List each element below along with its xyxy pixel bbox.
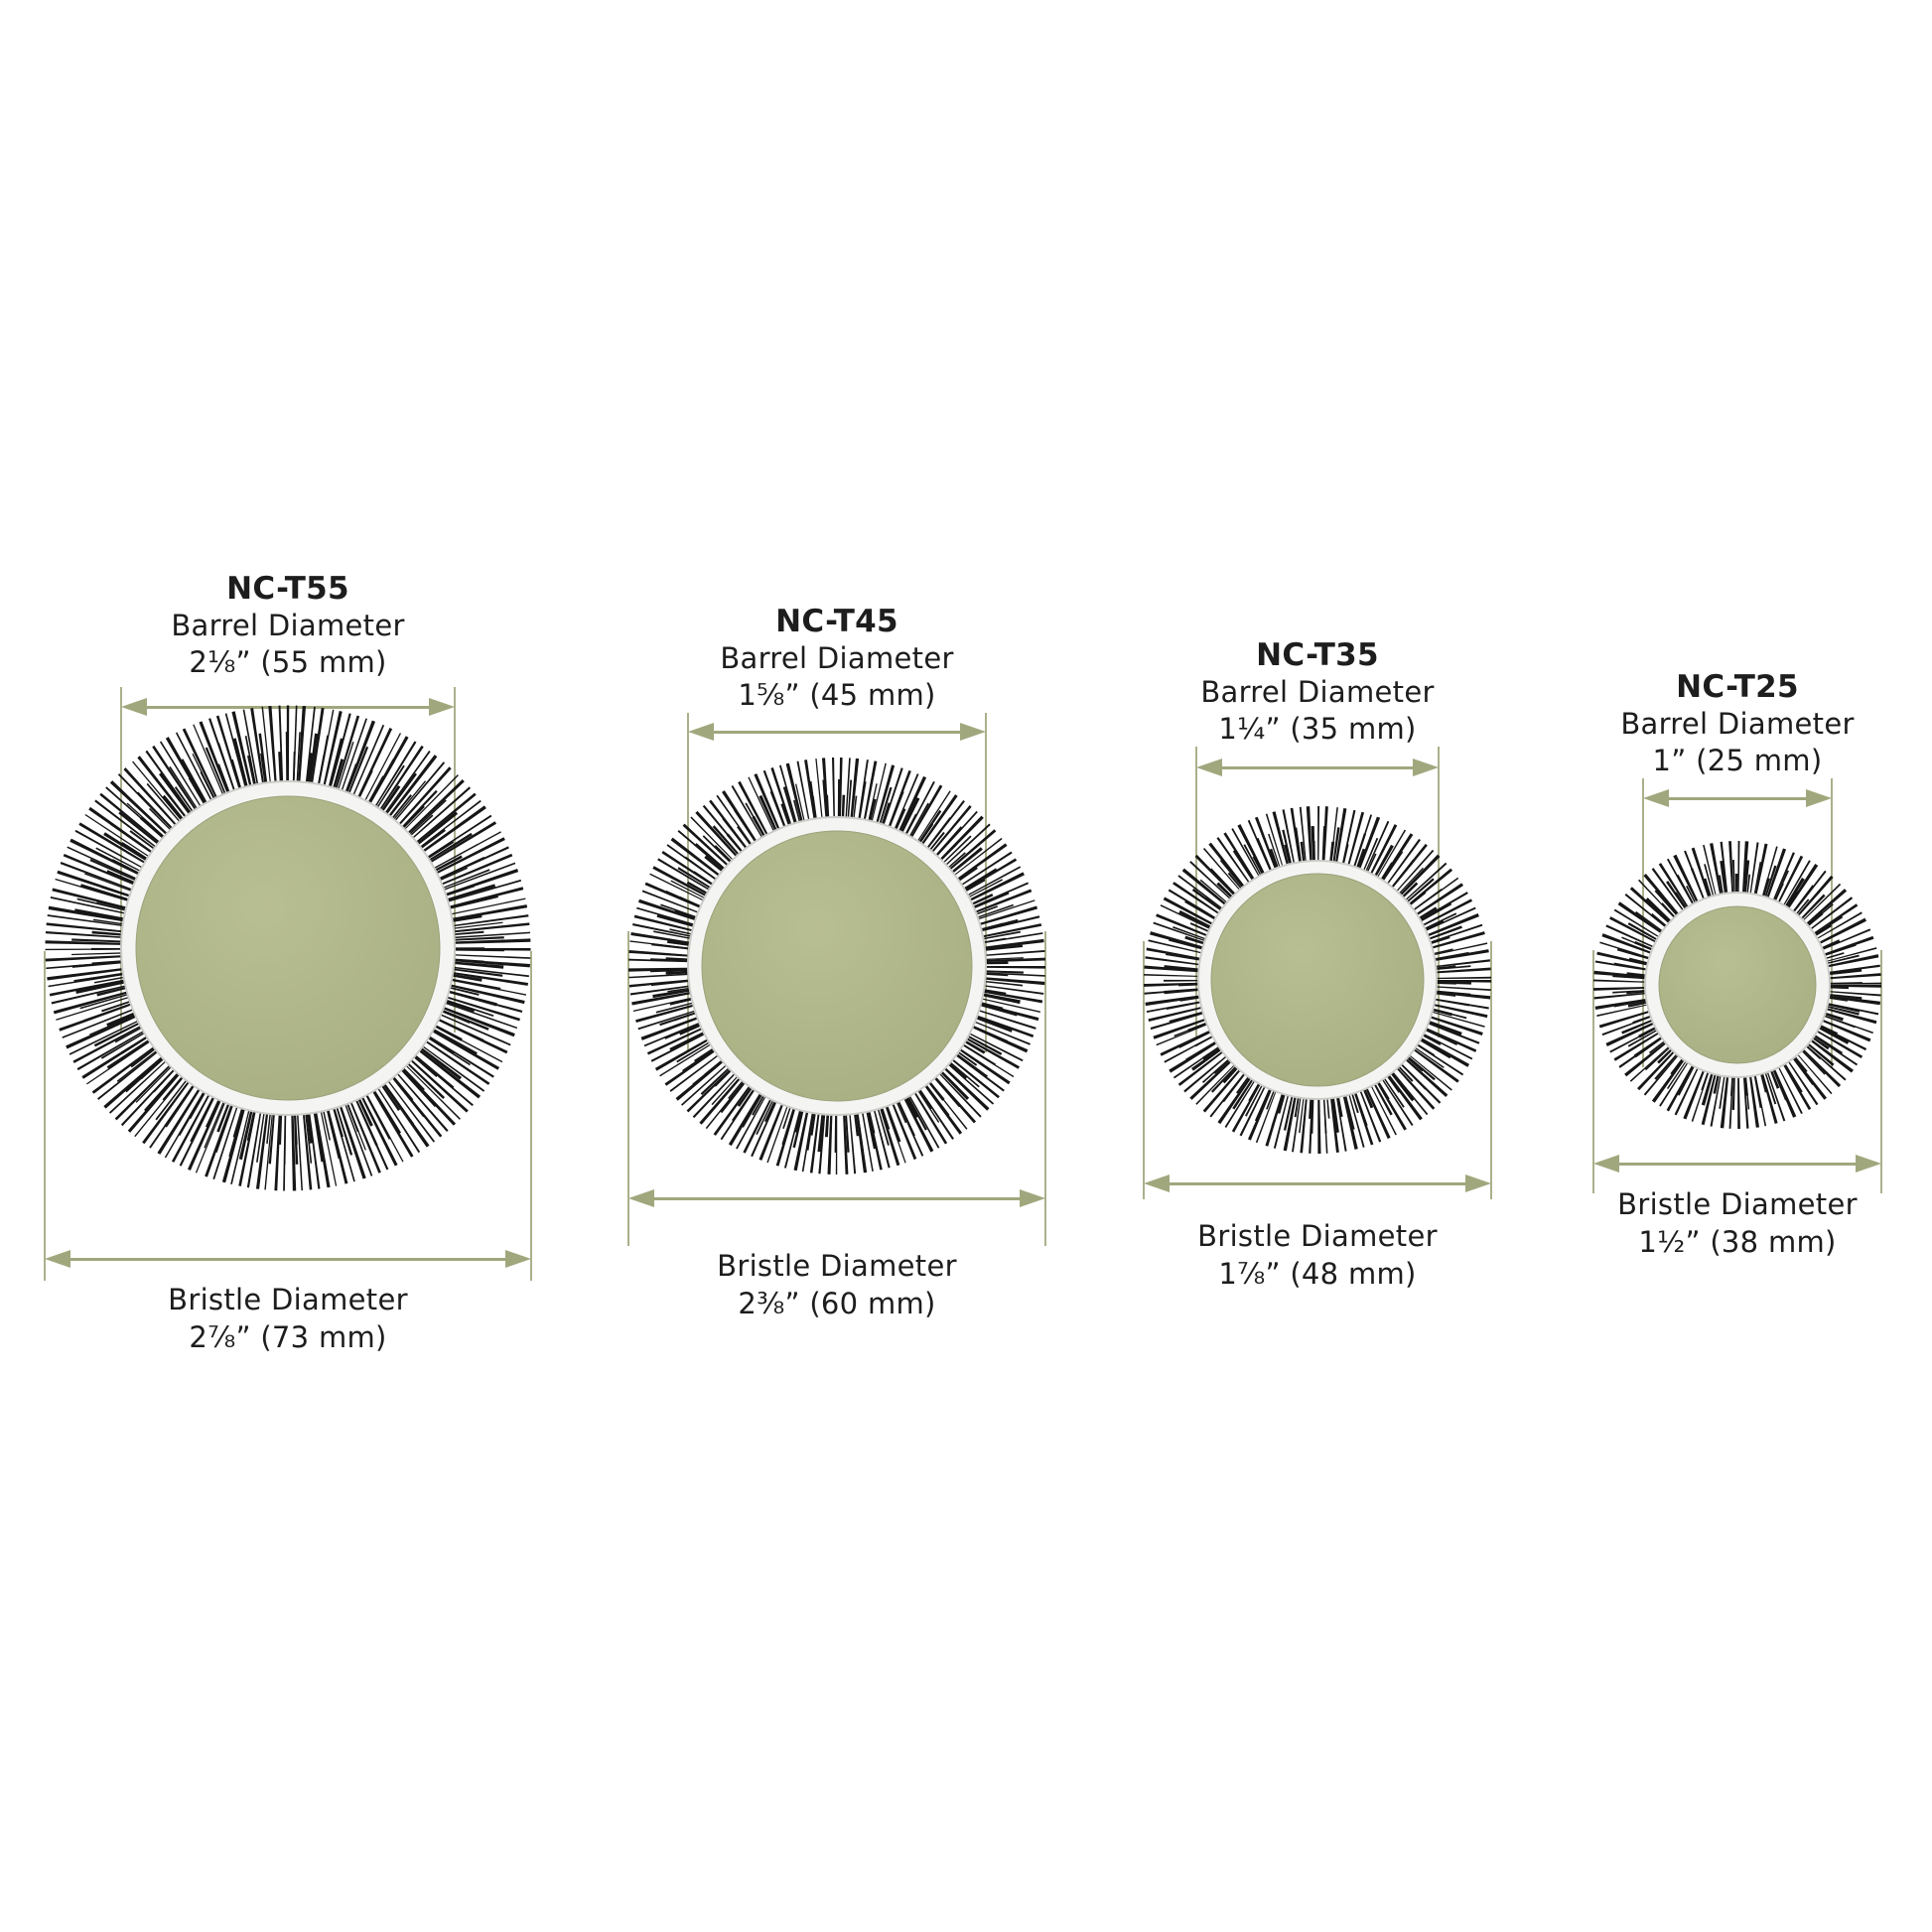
brush-graphic	[1584, 831, 1891, 1139]
barrel-size-value: 1⅝” (45 mm)	[738, 678, 936, 712]
model-name: NC-T45	[775, 604, 898, 639]
model-name: NC-T25	[1676, 669, 1799, 705]
barrel-face	[1659, 906, 1816, 1063]
bristle-diameter-label: Bristle Diameter	[717, 1249, 957, 1283]
bristle-diameter-label: Bristle Diameter	[1197, 1219, 1438, 1253]
bristle-size-value: 2⅞” (73 mm)	[189, 1320, 387, 1354]
barrel-diameter-label: Barrel Diameter	[1200, 675, 1435, 709]
barrel-size-value: 2⅛” (55 mm)	[189, 645, 387, 679]
model-name: NC-T35	[1256, 637, 1379, 673]
barrel-size-value: 1” (25 mm)	[1652, 744, 1823, 777]
bristle-dimension-arrow	[1593, 1155, 1881, 1173]
bristle-label-block	[1539, 1185, 1932, 1261]
barrel-diameter-label: Barrel Diameter	[720, 641, 954, 675]
arrow-shaft	[1663, 797, 1812, 800]
barrel-dimension-arrow	[1643, 789, 1832, 807]
barrel-label-block	[1539, 669, 1932, 779]
bristle-size-value: 1½” (38 mm)	[1638, 1225, 1837, 1259]
barrel-size-value: 1¼” (35 mm)	[1218, 712, 1417, 746]
barrel-diameter-label: Barrel Diameter	[171, 609, 405, 642]
bristle-diameter-label: Bristle Diameter	[168, 1283, 408, 1316]
bristle-diameter-label: Bristle Diameter	[1617, 1187, 1858, 1221]
bristle-size-value: 2⅜” (60 mm)	[738, 1287, 936, 1320]
model-name: NC-T55	[226, 571, 349, 607]
barrel-diameter-label: Barrel Diameter	[1620, 707, 1855, 741]
bristle-size-value: 1⅞” (48 mm)	[1218, 1257, 1417, 1291]
arrow-shaft	[1613, 1163, 1862, 1166]
